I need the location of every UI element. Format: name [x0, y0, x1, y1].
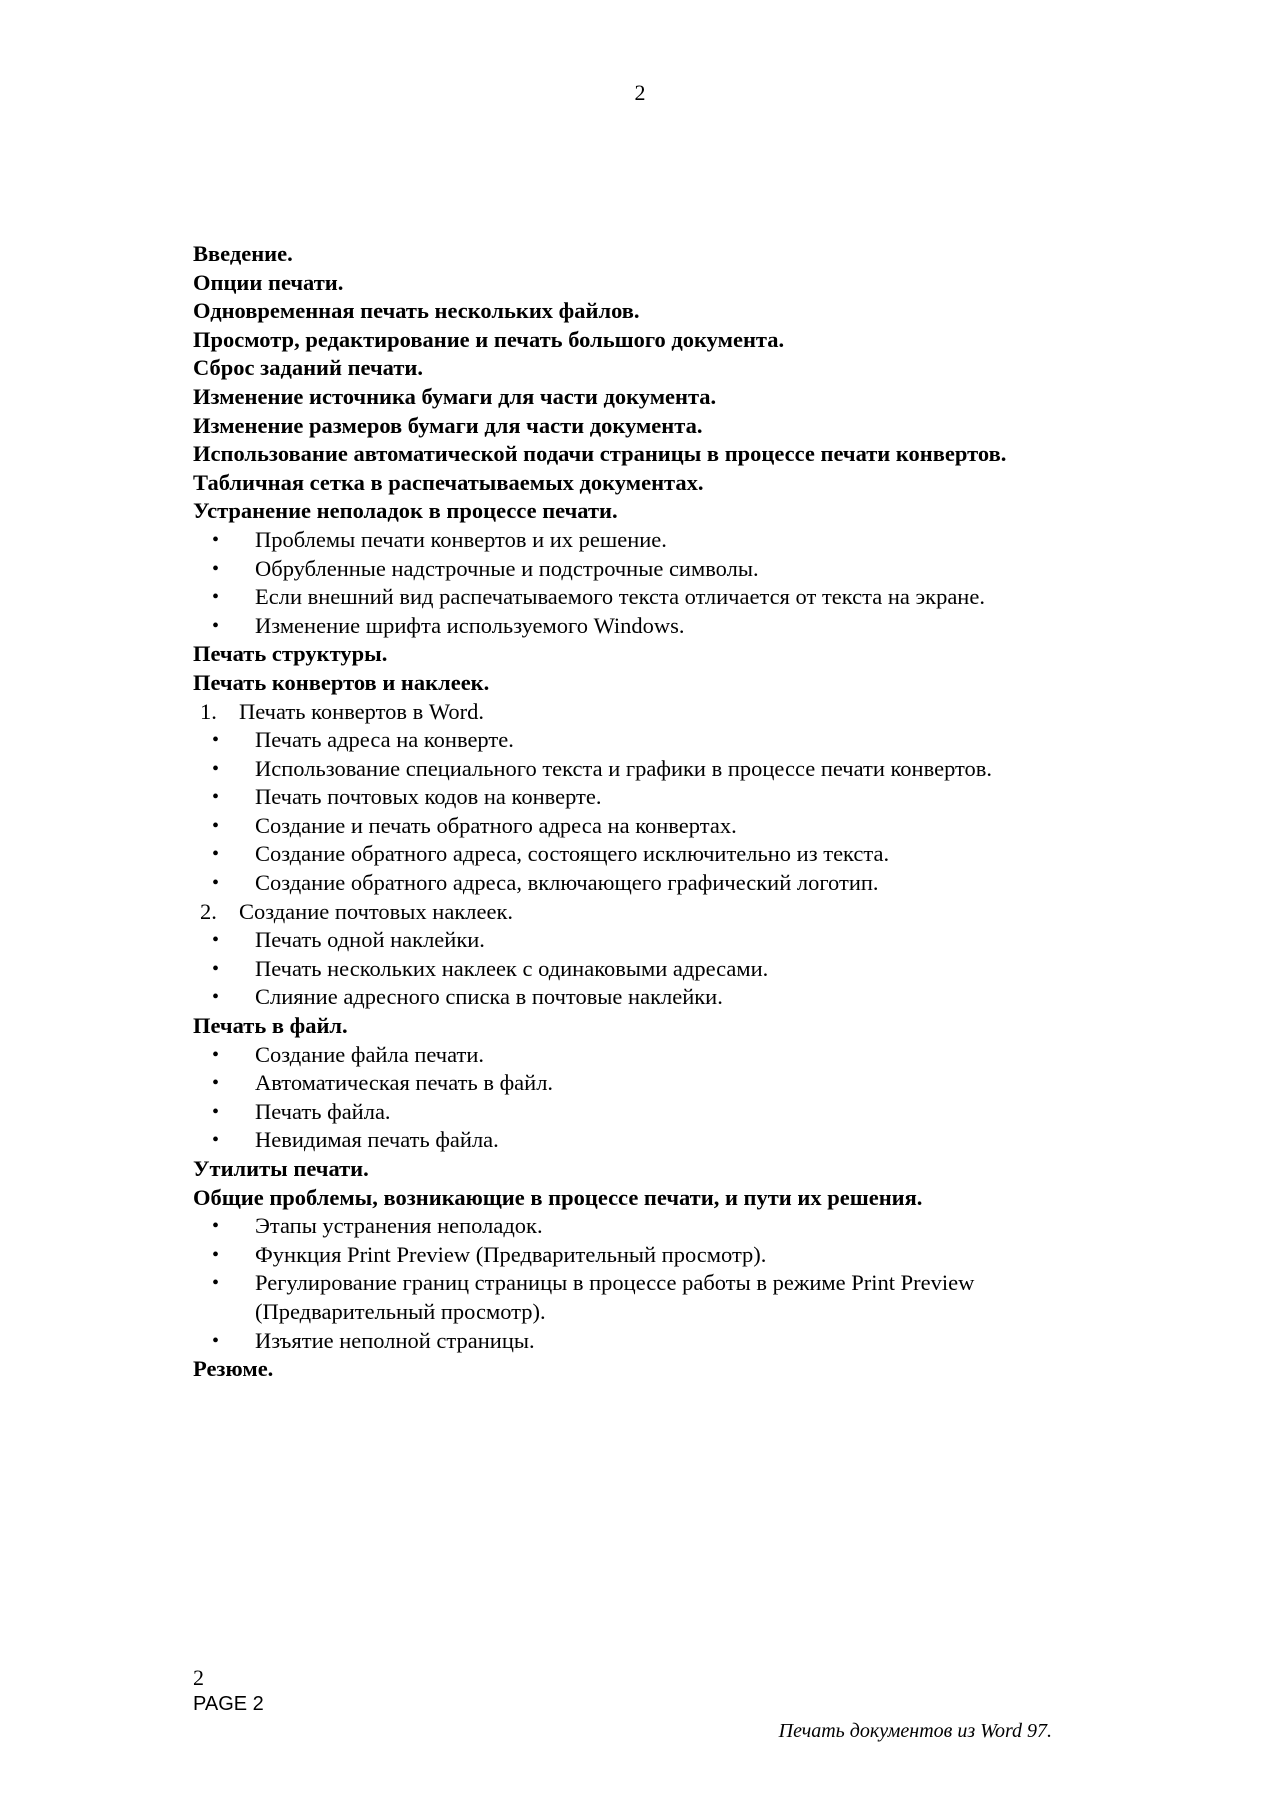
- toc-item-text: Печать почтовых кодов на конверте.: [255, 784, 602, 810]
- toc-item-text: Невидимая печать файла.: [255, 1127, 499, 1153]
- toc-item-text: Использование специального текста и графики в процессе печати конвертов.: [255, 755, 993, 781]
- list-number: 2.: [200, 898, 217, 924]
- toc-numbered-item: [193, 898, 1113, 927]
- bullet-marker: •: [212, 1072, 220, 1095]
- toc-bullet-item: [193, 555, 1113, 584]
- toc-bullet-item: [193, 926, 1113, 955]
- toc-bullet-item: [193, 583, 1113, 612]
- toc-bullet-item: [193, 869, 1113, 898]
- toc-bullet-item: [193, 983, 1113, 1012]
- toc-bullet-item: [193, 1098, 1113, 1127]
- toc-bullet-item: [193, 812, 1113, 841]
- bullet-marker: •: [212, 872, 220, 895]
- list-number: 1.: [200, 698, 217, 724]
- toc-heading: Введение.: [193, 241, 293, 266]
- toc-bullet-item: [193, 1269, 1113, 1326]
- toc-heading: Общие проблемы, возникающие в процессе печати, и пути их решения.: [193, 1184, 923, 1210]
- toc-item-text: Автоматическая печать в файл.: [255, 1070, 554, 1096]
- bullet-marker: •: [212, 814, 220, 837]
- table-of-contents: [193, 240, 1113, 1384]
- bullet-marker: •: [212, 1215, 220, 1238]
- toc-item-text: Создание обратного адреса, состоящего исключительно из текста.: [255, 841, 890, 867]
- toc-heading: Печать структуры.: [193, 641, 388, 667]
- toc-bullet-item: [193, 955, 1113, 984]
- toc-item-text: Проблемы печати конвертов и их решение.: [255, 526, 667, 552]
- toc-bullet-item: [193, 1069, 1113, 1098]
- bullet-marker: •: [212, 586, 220, 609]
- toc-bullet-item: [193, 840, 1113, 869]
- toc-item-text: Изменение шрифта используемого Windows.: [255, 612, 685, 638]
- bullet-marker: •: [212, 1329, 220, 1352]
- toc-item-text: Регулирование границ страницы в процессе работы в режиме Print Preview (Предварительный просмотр).: [255, 1270, 975, 1324]
- bullet-marker: •: [212, 786, 220, 809]
- bullet-marker: •: [212, 614, 220, 637]
- toc-bullet-item: [193, 1126, 1113, 1155]
- toc-item-text: Функция Print Preview (Предварительный просмотр).: [255, 1241, 767, 1267]
- toc-bullet-item: [193, 726, 1113, 755]
- toc-item-text: Создание почтовых наклеек.: [239, 898, 514, 924]
- bullet-marker: •: [212, 1243, 220, 1266]
- toc-item-text: Печать адреса на конверте.: [255, 727, 514, 753]
- toc-heading: Устранение неполадок в процессе печати.: [193, 498, 618, 524]
- bullet-marker: •: [212, 729, 220, 752]
- toc-heading: Опции печати.: [193, 269, 344, 295]
- bullet-marker: •: [212, 757, 220, 780]
- toc-bullet-item: [193, 526, 1113, 555]
- toc-bullet-item: [193, 1241, 1113, 1270]
- bullet-marker: •: [212, 957, 220, 980]
- toc-heading: Печать в файл.: [193, 1013, 348, 1039]
- toc-bullet-item: [193, 612, 1113, 641]
- footer-page-number: 2: [193, 1665, 204, 1690]
- toc-item-text: Создание обратного адреса, включающего графический логотип.: [255, 870, 879, 896]
- toc-bullet-item: [193, 1212, 1113, 1241]
- toc-heading: Изменение источника бумаги для части документа.: [193, 383, 717, 409]
- toc-item-text: Печать конвертов в Word.: [239, 698, 484, 724]
- toc-heading: Сброс заданий печати.: [193, 355, 423, 381]
- toc-item-text: Слияние адресного списка в почтовые наклейки.: [255, 984, 723, 1010]
- bullet-marker: •: [212, 1272, 220, 1295]
- toc-heading: Просмотр, редактирование и печать большого документа.: [193, 326, 785, 352]
- toc-item-text: Обрубленные надстрочные и подстрочные символы.: [255, 555, 759, 581]
- toc-item-text: Изъятие неполной страницы.: [255, 1327, 535, 1353]
- footer-document-title: Печать документов из Word 97.: [778, 1720, 1052, 1742]
- bullet-marker: •: [212, 528, 220, 551]
- bullet-marker: •: [212, 986, 220, 1009]
- toc-item-text: Печать одной наклейки.: [255, 927, 485, 953]
- toc-bullet-item: [193, 755, 1113, 784]
- toc-heading: Утилиты печати.: [193, 1156, 369, 1181]
- toc-heading: Табличная сетка в распечатываемых документах.: [193, 469, 704, 495]
- bullet-marker: •: [212, 1043, 220, 1066]
- toc-item-text: Печать нескольких наклеек с одинаковыми адресами.: [255, 955, 769, 981]
- bullet-marker: •: [212, 929, 220, 952]
- header-page-number: 2: [634, 80, 646, 105]
- toc-item-text: Печать файла.: [255, 1098, 391, 1124]
- toc-item-text: Создание файла печати.: [255, 1041, 484, 1067]
- toc-heading: Изменение размеров бумаги для части документа.: [193, 412, 703, 438]
- footer-field-code: PAGE 2: [193, 1693, 264, 1715]
- toc-heading: Использование автоматической подачи страницы в процессе печати конвертов.: [193, 441, 1007, 467]
- toc-item-text: Создание и печать обратного адреса на конвертах.: [255, 812, 737, 838]
- toc-heading: Печать конвертов и наклеек.: [193, 669, 490, 695]
- toc-bullet-item: [193, 783, 1113, 812]
- toc-heading: Одновременная печать нескольких файлов.: [193, 298, 640, 324]
- toc-item-text: Этапы устранения неполадок.: [255, 1213, 543, 1239]
- bullet-marker: •: [212, 1100, 220, 1123]
- toc-bullet-item: [193, 1327, 1113, 1356]
- bullet-marker: •: [212, 557, 220, 580]
- bullet-marker: •: [212, 1129, 220, 1152]
- toc-bullet-item: [193, 1041, 1113, 1070]
- toc-numbered-item: [193, 698, 1113, 727]
- bullet-marker: •: [212, 843, 220, 866]
- toc-item-text: Если внешний вид распечатываемого текста отличается от текста на экране.: [255, 584, 985, 610]
- toc-heading: Резюме.: [193, 1356, 274, 1382]
